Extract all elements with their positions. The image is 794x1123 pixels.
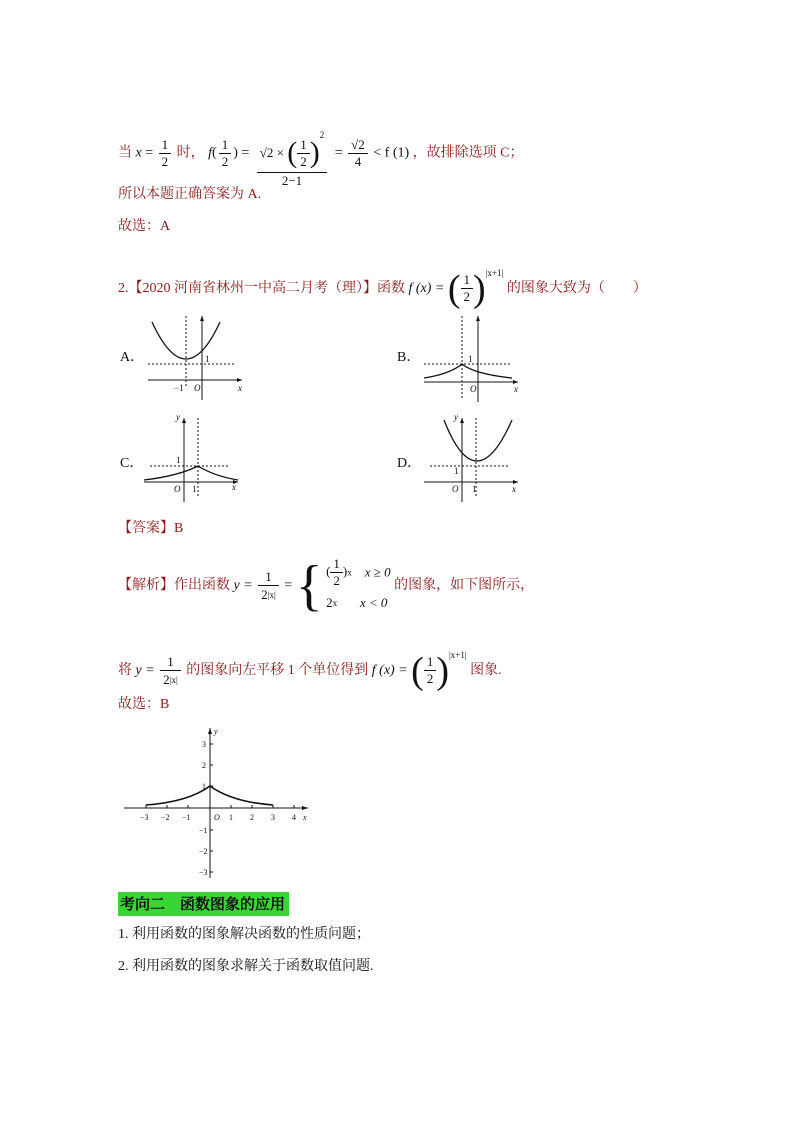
option-c-label: C． (120, 456, 144, 471)
svg-text:3: 3 (271, 813, 275, 822)
shift-line: 将 y = $\frac{1}{2|x|}$ 的图象向左平移 1 个单位得到 f (x) = ( $\frac{1}{2}$ )$^{|x+1|}$ 图象. (118, 649, 502, 692)
list-item: 2. 利用函数的图象求解关于函数取值问题. (118, 959, 374, 974)
svg-text:y: y (454, 412, 458, 422)
svg-text:y: y (214, 727, 218, 736)
option-d-graph (422, 412, 526, 504)
formula-line-f-half: 当 x = $\frac{1}{2}$ 时， f( $\frac{1}{2}$ ) = √2 × ( $\frac{1}{2}$ )$^2$ 2−1 = $\frac{√2}{4}$ < f (1) ，故排除选项 C； (118, 118, 524, 189)
answer-label: 【答案】B (118, 521, 184, 536)
svg-text:x: x (512, 484, 516, 494)
svg-text:O: O (214, 813, 220, 822)
svg-text:−1: −1 (182, 813, 191, 822)
svg-text:2: 2 (250, 813, 254, 822)
svg-text:x: x (232, 482, 236, 492)
fraction-one-half: $\frac{1}{2}$ (159, 137, 172, 170)
option-a-label: A． (120, 350, 145, 365)
svg-text:1: 1 (205, 354, 210, 364)
svg-text:1: 1 (454, 466, 459, 476)
choice-b-line: 故选：B (118, 697, 170, 712)
section-heading: 考向二 函数图象的应用 (118, 892, 289, 916)
question-2: 2.【2020 河南省林州一中高二月考（理）】函数 f (x) = ( $\frac{1}{2}$ )$^{|x+1|}$ 的图象大致为（ ） (118, 267, 647, 310)
option-c-graph (142, 412, 246, 504)
svg-text:3: 3 (202, 740, 206, 749)
svg-text:y: y (176, 412, 180, 422)
list-item: 1. 利用函数的图象解决函数的性质问题； (118, 927, 370, 942)
main-fraction: √2 × ( $\frac{1}{2}$ )$^2$ 2−1 (257, 118, 327, 189)
svg-text:O: O (174, 484, 181, 494)
svg-text:O: O (452, 484, 459, 494)
option-d-label: D． (397, 456, 422, 471)
svg-text:1: 1 (472, 484, 477, 494)
solution-graph (122, 724, 318, 882)
svg-text:−1: −1 (199, 826, 208, 835)
svg-text:O: O (194, 383, 201, 393)
svg-text:−2: −2 (161, 813, 170, 822)
svg-text:−1: −1 (174, 383, 184, 393)
option-b-label: B． (397, 350, 421, 365)
svg-text:4: 4 (292, 813, 296, 822)
svg-text:1: 1 (229, 813, 233, 822)
svg-text:−3: −3 (140, 813, 149, 822)
analysis-line: 【解析】作出函数 y = $\frac{1}{2|x|}$ = { ( $\frac{1}{2}$ )x x ≥ 0 2x x < 0 的图象，如下图所示， (118, 555, 535, 618)
svg-text:1: 1 (468, 354, 473, 364)
svg-text:x: x (514, 384, 518, 394)
svg-text:2: 2 (202, 761, 206, 770)
svg-text:x: x (303, 813, 307, 822)
svg-text:O: O (470, 384, 477, 394)
svg-text:1: 1 (176, 455, 181, 465)
option-a-graph (144, 312, 248, 404)
svg-text:−3: −3 (199, 868, 208, 877)
option-b-graph (420, 312, 524, 404)
svg-text:1: 1 (192, 484, 197, 494)
svg-text:1: 1 (202, 782, 206, 791)
correct-answer-line: 所以本题正确答案为 A. (118, 187, 262, 202)
piecewise-cases: ( $\frac{1}{2}$ )x x ≥ 0 2x x < 0 (326, 556, 391, 611)
choice-a-line: 故选：A (118, 219, 171, 234)
svg-text:x: x (238, 383, 242, 393)
svg-text:−2: −2 (199, 847, 208, 856)
